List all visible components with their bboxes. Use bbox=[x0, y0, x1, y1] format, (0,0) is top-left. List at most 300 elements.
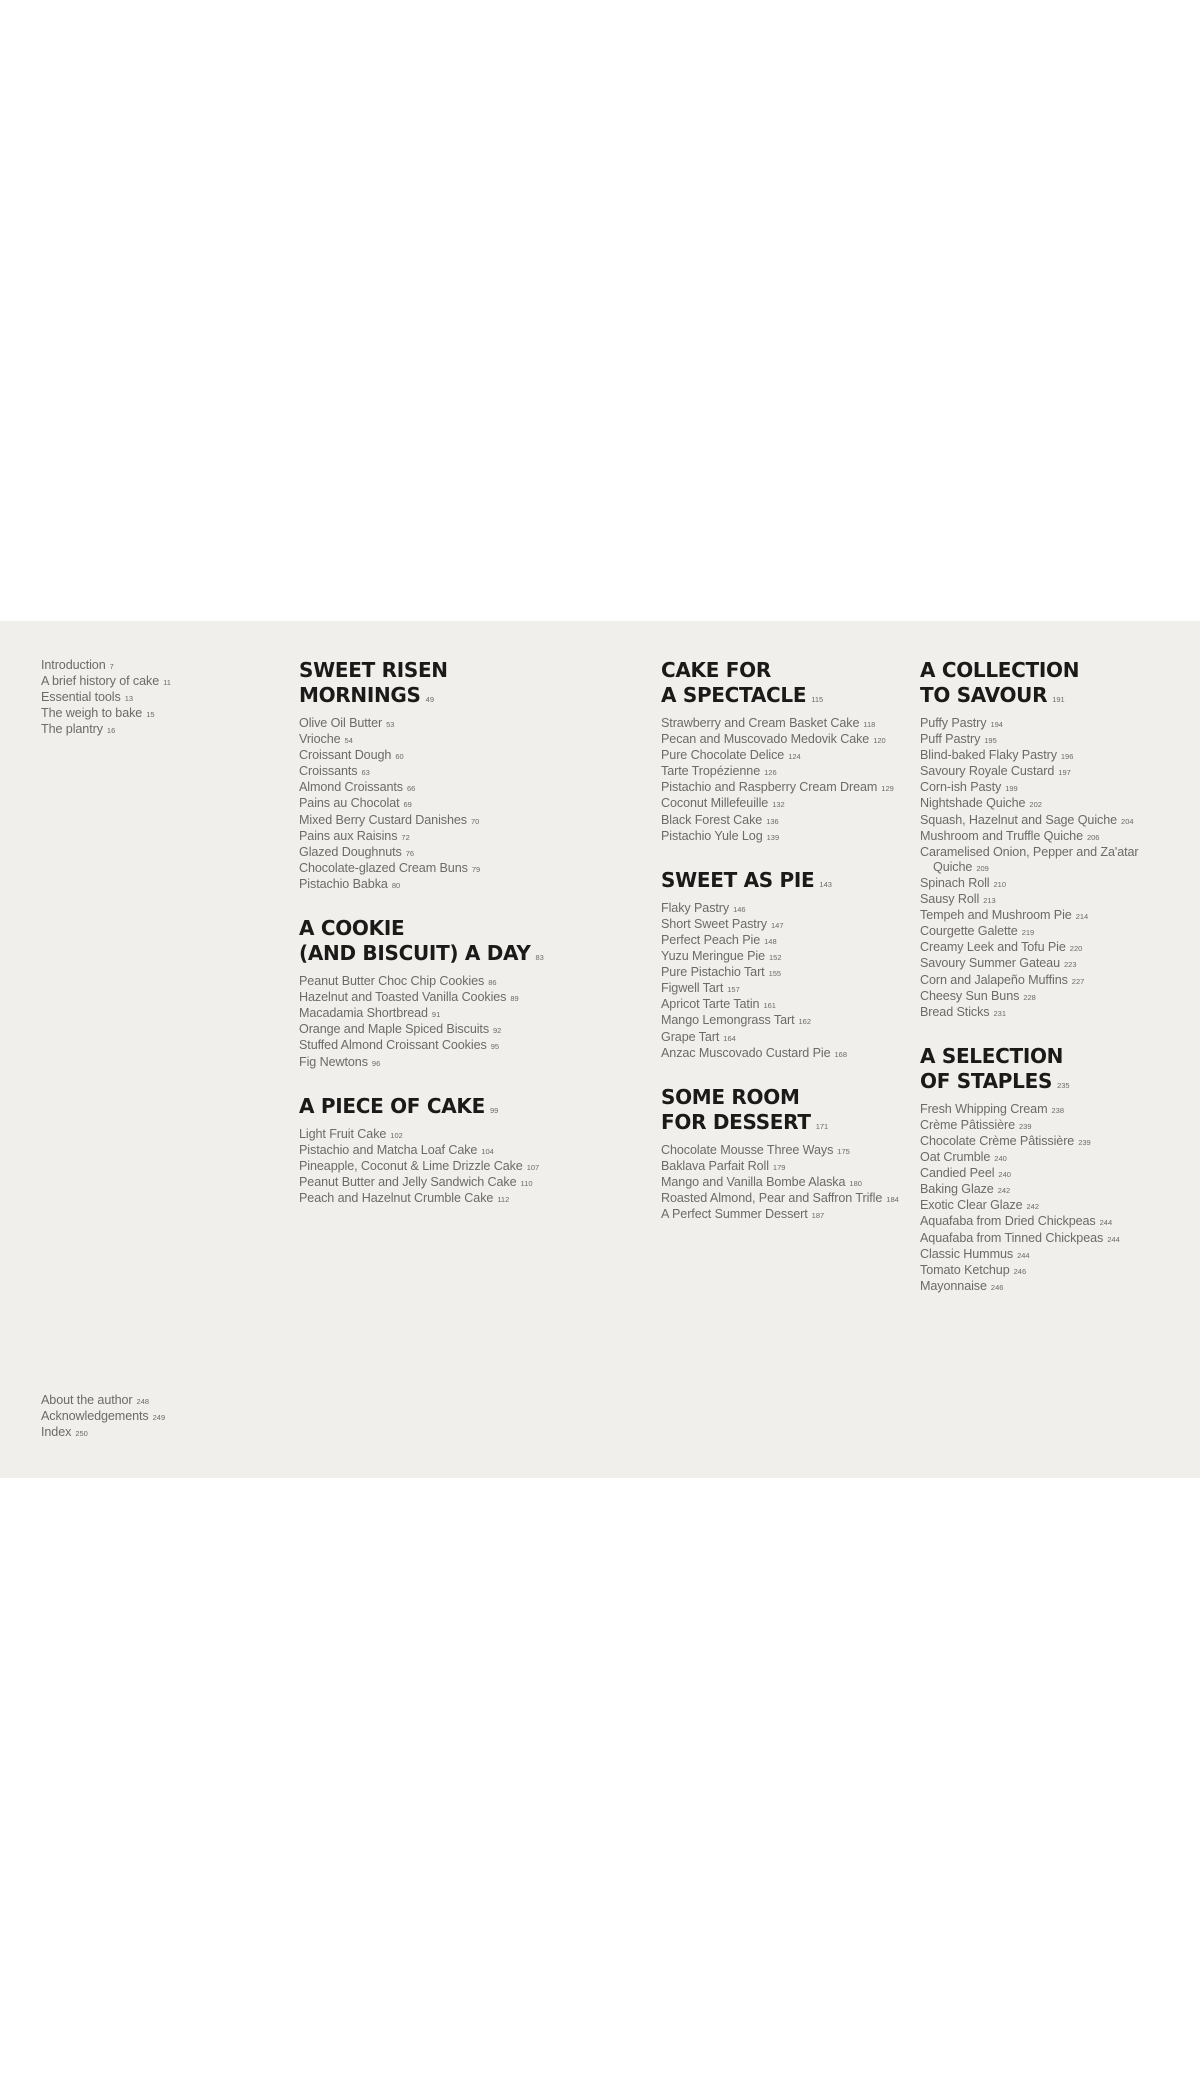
toc-entry-label: Orange and Maple Spiced Biscuits bbox=[299, 1022, 490, 1037]
toc-entry-page-number: 244 bbox=[1017, 1250, 1030, 1260]
toc-entry bbox=[299, 732, 629, 748]
toc-entry-page-number: 246 bbox=[990, 1282, 1004, 1292]
toc-entry-page-number: 60 bbox=[395, 752, 404, 762]
toc-entry bbox=[920, 732, 1190, 748]
toc-entry bbox=[661, 764, 911, 780]
toc-entry-label: A Perfect Summer Dessert bbox=[661, 1207, 808, 1222]
toc-entry bbox=[299, 748, 629, 764]
toc-entry-label: Croissant Dough bbox=[299, 748, 392, 763]
toc-entry bbox=[41, 722, 271, 738]
toc-entry-page-number: 239 bbox=[1018, 1121, 1032, 1131]
toc-entry-page-number: 79 bbox=[471, 864, 481, 874]
section-entries bbox=[920, 716, 1190, 1021]
section-title-line-1: SWEET RISEN bbox=[299, 658, 448, 682]
toc-entry-page-number: 239 bbox=[1078, 1137, 1091, 1147]
toc-entry bbox=[299, 1006, 629, 1022]
toc-entry bbox=[41, 706, 271, 722]
toc-entry bbox=[661, 901, 911, 917]
section-page-number: 99 bbox=[489, 1105, 499, 1115]
toc-entry-label: Sausy Roll bbox=[920, 892, 980, 907]
section-entries bbox=[661, 716, 911, 845]
toc-entry-page-number: 66 bbox=[407, 784, 416, 794]
toc-section bbox=[299, 916, 629, 1071]
toc-entry-label: Glazed Doughnuts bbox=[299, 844, 402, 859]
toc-entry-label: Pistachio and Matcha Loaf Cake bbox=[299, 1142, 478, 1157]
contents-column-3 bbox=[661, 658, 911, 1246]
toc-entry bbox=[920, 829, 1190, 845]
toc-entry-page-number: 244 bbox=[1107, 1234, 1120, 1244]
contents-column-4 bbox=[920, 658, 1190, 1318]
toc-entry-label: Anzac Muscovado Custard Pie bbox=[661, 1045, 831, 1060]
toc-entry-label: Coconut Millefeuille bbox=[661, 796, 769, 811]
toc-entry bbox=[920, 1279, 1190, 1295]
toc-entry-label: The plantry bbox=[41, 722, 103, 737]
toc-entry-page-number: 204 bbox=[1121, 816, 1134, 826]
toc-entry-label: Mango and Vanilla Bombe Alaska bbox=[661, 1174, 846, 1189]
section-entries bbox=[299, 716, 629, 893]
toc-entry bbox=[299, 1127, 629, 1143]
toc-entry-label: Savoury Royale Custard bbox=[920, 764, 1055, 779]
toc-entry-page-number: 209 bbox=[976, 863, 989, 873]
toc-entry-label: Almond Croissants bbox=[299, 780, 403, 795]
toc-entry-label: Yuzu Meringue Pie bbox=[661, 949, 766, 964]
toc-entry-label: Pecan and Muscovado Medovik Cake bbox=[661, 732, 870, 747]
section-page-number: 143 bbox=[819, 879, 832, 889]
toc-entry-label: Savoury Summer Gateau bbox=[920, 956, 1060, 971]
toc-entry-page-number: 242 bbox=[997, 1186, 1011, 1196]
toc-entry-label: Cheesy Sun Buns bbox=[920, 988, 1020, 1003]
toc-entry-page-number: 220 bbox=[1069, 944, 1083, 954]
toc-entry-label: Creamy Leek and Tofu Pie bbox=[920, 940, 1066, 955]
toc-entry-label: Strawberry and Cream Basket Cake bbox=[661, 716, 860, 730]
toc-entry-page-number: 184 bbox=[886, 1194, 899, 1204]
toc-entry bbox=[299, 1143, 629, 1159]
section-page-number: 191 bbox=[1052, 695, 1065, 704]
toc-entry-label: Chocolate Mousse Three Ways bbox=[661, 1142, 834, 1157]
toc-entry-label: Mixed Berry Custard Danishes bbox=[299, 812, 467, 827]
toc-entry-label: Mango Lemongrass Tart bbox=[661, 1013, 795, 1028]
toc-entry-label: Classic Hummus bbox=[920, 1246, 1014, 1261]
toc-entry bbox=[920, 845, 1190, 876]
toc-entry-page-number: 202 bbox=[1029, 800, 1042, 810]
toc-entry-page-number: 231 bbox=[993, 1008, 1007, 1018]
toc-entry-page-number: 91 bbox=[431, 1010, 441, 1020]
toc-entry bbox=[920, 1134, 1190, 1150]
toc-entry bbox=[661, 813, 911, 829]
toc-entry-page-number: 147 bbox=[771, 920, 784, 930]
toc-entry bbox=[299, 1159, 629, 1175]
toc-entry-page-number: 175 bbox=[837, 1146, 850, 1156]
toc-entry bbox=[661, 1175, 911, 1191]
toc-entry-label: About the author bbox=[41, 1393, 133, 1407]
toc-entry-label: Mushroom and Truffle Quiche bbox=[920, 828, 1083, 843]
toc-entry-page-number: 213 bbox=[983, 896, 996, 906]
toc-entry bbox=[920, 973, 1190, 989]
toc-entry-label: Short Sweet Pastry bbox=[661, 916, 767, 931]
toc-entry-label: Candied Peel bbox=[920, 1166, 995, 1181]
section-entries bbox=[661, 901, 911, 1062]
toc-entry-label: Courgette Galette bbox=[920, 924, 1018, 939]
toc-entry-page-number: 197 bbox=[1058, 768, 1071, 778]
toc-entry-page-number: 13 bbox=[124, 694, 134, 704]
toc-entry-label: The weigh to bake bbox=[41, 706, 143, 721]
toc-section bbox=[661, 658, 911, 845]
toc-entry-label: Stuffed Almond Croissant Cookies bbox=[299, 1038, 487, 1053]
toc-entry bbox=[920, 1214, 1190, 1230]
toc-entry-label: A brief history of cake bbox=[41, 674, 160, 689]
back-matter-column bbox=[41, 1393, 271, 1441]
toc-entry-label: Fig Newtons bbox=[299, 1054, 368, 1069]
section-title-line-2: OF STAPLES bbox=[920, 1068, 1053, 1093]
toc-entry bbox=[920, 1005, 1190, 1021]
toc-entry-label: Peanut Butter Choc Chip Cookies bbox=[299, 974, 485, 989]
toc-entry-label: Puffy Pastry bbox=[920, 716, 987, 730]
toc-entry bbox=[920, 908, 1190, 924]
section-page-number: 235 bbox=[1057, 1080, 1070, 1090]
toc-entry bbox=[299, 1055, 629, 1071]
toc-entry-page-number: 7 bbox=[109, 662, 114, 671]
toc-entry bbox=[661, 829, 911, 845]
toc-entry-page-number: 126 bbox=[764, 768, 777, 778]
toc-entry bbox=[920, 989, 1190, 1005]
toc-entry-label: Spinach Roll bbox=[920, 875, 990, 890]
toc-entry bbox=[299, 764, 629, 780]
toc-entry bbox=[661, 716, 911, 732]
toc-entry-page-number: 136 bbox=[766, 816, 779, 826]
toc-entry-label: Chocolate-glazed Cream Buns bbox=[299, 860, 468, 875]
section-page-number: 115 bbox=[811, 695, 824, 704]
toc-entry-page-number: 164 bbox=[723, 1033, 736, 1043]
toc-entry bbox=[41, 1425, 271, 1441]
section-page-number: 83 bbox=[535, 953, 544, 963]
toc-entry-page-number: 53 bbox=[386, 720, 395, 729]
toc-entry-label: Peanut Butter and Jelly Sandwich Cake bbox=[299, 1174, 517, 1189]
toc-entry-label: Light Fruit Cake bbox=[299, 1126, 387, 1141]
toc-entry-page-number: 152 bbox=[769, 953, 782, 963]
toc-entry bbox=[920, 1150, 1190, 1166]
toc-entry-page-number: 249 bbox=[152, 1413, 166, 1423]
toc-entry-label: Caramelised Onion, Pepper and Za'atar Quiche bbox=[920, 844, 1139, 874]
toc-entry-page-number: 187 bbox=[811, 1211, 825, 1221]
toc-entry-page-number: 54 bbox=[344, 736, 353, 746]
toc-entry-label: Pineapple, Coconut & Lime Drizzle Cake bbox=[299, 1158, 523, 1173]
toc-entry-label: Vrioche bbox=[299, 732, 341, 747]
toc-entry-page-number: 72 bbox=[401, 832, 410, 842]
toc-entry-label: Fresh Whipping Cream bbox=[920, 1101, 1048, 1116]
section-title-line-2: MORNINGS bbox=[299, 683, 421, 707]
toc-entry-page-number: 104 bbox=[481, 1146, 494, 1156]
toc-entry bbox=[299, 861, 629, 877]
toc-entry bbox=[661, 1191, 911, 1207]
toc-entry-label: Black Forest Cake bbox=[661, 812, 763, 827]
toc-entry-page-number: 92 bbox=[493, 1026, 502, 1036]
toc-entry-label: Aquafaba from Tinned Chickpeas bbox=[920, 1230, 1104, 1245]
toc-entry-label: Pure Chocolate Delice bbox=[661, 748, 785, 763]
toc-entry bbox=[41, 1393, 271, 1409]
toc-entry-label: Aquafaba from Dried Chickpeas bbox=[920, 1214, 1096, 1229]
section-title bbox=[299, 916, 629, 970]
toc-entry bbox=[920, 1247, 1190, 1263]
toc-entry-page-number: 242 bbox=[1026, 1202, 1040, 1212]
toc-entry-label: Blind-baked Flaky Pastry bbox=[920, 748, 1057, 763]
toc-entry-label: Mayonnaise bbox=[920, 1278, 987, 1293]
toc-section bbox=[299, 1094, 629, 1207]
front-matter-list bbox=[41, 658, 271, 738]
toc-entry bbox=[661, 949, 911, 965]
toc-entry bbox=[299, 780, 629, 796]
toc-section bbox=[661, 1085, 911, 1223]
section-entries bbox=[661, 1143, 911, 1223]
section-title bbox=[661, 658, 911, 712]
toc-entry-page-number: 227 bbox=[1071, 976, 1085, 986]
toc-entry-page-number: 102 bbox=[390, 1130, 403, 1140]
toc-entry bbox=[661, 796, 911, 812]
toc-entry-label: Pains aux Raisins bbox=[299, 828, 398, 843]
toc-entry-page-number: 118 bbox=[863, 720, 876, 729]
toc-entry-page-number: 238 bbox=[1051, 1105, 1064, 1115]
toc-entry-page-number: 244 bbox=[1099, 1218, 1113, 1228]
toc-entry bbox=[661, 1046, 911, 1062]
toc-entry-page-number: 107 bbox=[526, 1162, 540, 1172]
toc-entry-page-number: 219 bbox=[1021, 928, 1035, 938]
toc-entry-label: Essential tools bbox=[41, 690, 121, 705]
toc-entry-label: Corn-ish Pasty bbox=[920, 780, 1002, 795]
toc-entry-label: Flaky Pastry bbox=[661, 900, 730, 915]
toc-entry bbox=[920, 716, 1190, 732]
toc-entry-page-number: 246 bbox=[1013, 1266, 1027, 1276]
section-title bbox=[661, 868, 911, 897]
section-title-line-1: CAKE FOR bbox=[661, 658, 771, 682]
toc-section bbox=[661, 868, 911, 1062]
toc-entry-page-number: 250 bbox=[75, 1429, 88, 1439]
toc-entry bbox=[920, 748, 1190, 764]
toc-entry bbox=[299, 845, 629, 861]
toc-entry bbox=[299, 1022, 629, 1038]
toc-entry-page-number: 180 bbox=[849, 1178, 862, 1188]
toc-entry-page-number: 129 bbox=[881, 784, 894, 794]
toc-entry bbox=[920, 1263, 1190, 1279]
toc-entry-label: Exotic Clear Glaze bbox=[920, 1198, 1023, 1213]
toc-entry bbox=[661, 1030, 911, 1046]
toc-entry-page-number: 11 bbox=[163, 678, 171, 688]
toc-entry-page-number: 120 bbox=[873, 736, 886, 746]
toc-entry-page-number: 110 bbox=[520, 1178, 533, 1188]
toc-entry bbox=[661, 1013, 911, 1029]
toc-entry-page-number: 157 bbox=[727, 985, 740, 995]
toc-entry-label: Perfect Peach Pie bbox=[661, 932, 761, 947]
toc-entry-page-number: 95 bbox=[490, 1042, 500, 1052]
toc-entry bbox=[299, 877, 629, 893]
toc-entry-page-number: 76 bbox=[405, 848, 415, 858]
toc-entry bbox=[920, 940, 1190, 956]
toc-entry-label: Acknowledgements bbox=[41, 1409, 149, 1424]
toc-entry bbox=[920, 764, 1190, 780]
toc-entry bbox=[299, 829, 629, 845]
section-entries bbox=[920, 1102, 1190, 1295]
toc-entry bbox=[41, 674, 271, 690]
toc-entry-label: Apricot Tarte Tatin bbox=[661, 997, 760, 1012]
toc-entry bbox=[41, 658, 271, 674]
toc-entry-page-number: 86 bbox=[488, 978, 497, 988]
toc-entry bbox=[661, 780, 911, 796]
toc-entry-page-number: 179 bbox=[772, 1162, 786, 1172]
toc-entry bbox=[920, 924, 1190, 940]
toc-entry bbox=[920, 796, 1190, 812]
toc-entry bbox=[41, 1409, 271, 1425]
toc-entry-page-number: 161 bbox=[763, 1001, 776, 1011]
toc-entry bbox=[920, 780, 1190, 796]
section-title bbox=[299, 658, 629, 712]
toc-entry bbox=[661, 732, 911, 748]
toc-entry bbox=[661, 997, 911, 1013]
toc-entry-label: Index bbox=[41, 1425, 72, 1440]
toc-entry-label: Roasted Almond, Pear and Saffron Trifle bbox=[661, 1190, 883, 1205]
toc-entry-label: Introduction bbox=[41, 658, 106, 672]
toc-entry bbox=[661, 981, 911, 997]
section-entries bbox=[299, 1127, 629, 1207]
toc-entry-page-number: 69 bbox=[403, 800, 412, 810]
toc-entry bbox=[920, 1231, 1190, 1247]
toc-entry-label: Tarte Tropézienne bbox=[661, 764, 761, 779]
toc-entry-label: Oat Crumble bbox=[920, 1150, 991, 1165]
toc-entry-page-number: 155 bbox=[768, 969, 782, 979]
toc-entry-label: Squash, Hazelnut and Sage Quiche bbox=[920, 812, 1118, 827]
toc-entry bbox=[920, 956, 1190, 972]
toc-entry-page-number: 168 bbox=[834, 1049, 848, 1059]
toc-entry-page-number: 89 bbox=[510, 994, 519, 1004]
toc-entry-label: Grape Tart bbox=[661, 1029, 720, 1044]
section-title bbox=[299, 1094, 629, 1123]
back-matter-list bbox=[41, 1393, 271, 1441]
toc-entry-page-number: 146 bbox=[733, 904, 746, 914]
toc-entry bbox=[299, 990, 629, 1006]
toc-entry-page-number: 139 bbox=[766, 832, 780, 842]
toc-entry-page-number: 80 bbox=[391, 880, 401, 890]
toc-entry bbox=[920, 813, 1190, 829]
section-title-line-1: SOME ROOM bbox=[661, 1084, 800, 1109]
toc-entry bbox=[920, 1198, 1190, 1214]
toc-section bbox=[299, 658, 629, 893]
toc-entry-page-number: 228 bbox=[1023, 992, 1036, 1002]
toc-entry bbox=[661, 933, 911, 949]
section-page-number: 49 bbox=[425, 695, 434, 704]
toc-entry bbox=[661, 965, 911, 981]
section-title bbox=[920, 1044, 1190, 1098]
section-title-line-2: SWEET AS PIE bbox=[661, 867, 815, 892]
contents-spread bbox=[0, 621, 1200, 1478]
toc-entry-page-number: 162 bbox=[798, 1017, 811, 1027]
toc-entry bbox=[920, 876, 1190, 892]
toc-entry-label: Pains au Chocolat bbox=[299, 796, 400, 811]
toc-entry-label: Chocolate Crème Pâtissière bbox=[920, 1133, 1075, 1148]
toc-entry bbox=[299, 796, 629, 812]
toc-entry-label: Tomato Ketchup bbox=[920, 1262, 1010, 1277]
toc-entry-page-number: 240 bbox=[998, 1170, 1011, 1180]
toc-entry bbox=[661, 748, 911, 764]
toc-entry bbox=[920, 892, 1190, 908]
toc-entry-label: Bread Sticks bbox=[920, 1004, 990, 1019]
toc-entry bbox=[920, 1166, 1190, 1182]
toc-entry bbox=[41, 690, 271, 706]
toc-entry-label: Hazelnut and Toasted Vanilla Cookies bbox=[299, 990, 507, 1005]
toc-entry-label: Olive Oil Butter bbox=[299, 716, 383, 730]
toc-entry-page-number: 194 bbox=[990, 720, 1003, 729]
toc-entry-label: Puff Pastry bbox=[920, 732, 981, 747]
toc-entry-page-number: 15 bbox=[146, 710, 155, 720]
toc-entry-label: Pistachio Yule Log bbox=[661, 828, 763, 843]
section-title-line-2: A PIECE OF CAKE bbox=[299, 1093, 485, 1118]
toc-entry-page-number: 148 bbox=[764, 936, 777, 946]
toc-entry-page-number: 70 bbox=[470, 816, 480, 826]
toc-entry-label: Peach and Hazelnut Crumble Cake bbox=[299, 1190, 494, 1205]
toc-entry bbox=[661, 1143, 911, 1159]
section-title-line-1: A COLLECTION bbox=[920, 658, 1080, 682]
toc-entry-page-number: 199 bbox=[1005, 784, 1018, 794]
toc-entry-label: Pistachio Babka bbox=[299, 876, 388, 891]
toc-entry-page-number: 63 bbox=[361, 768, 370, 778]
toc-entry-page-number: 124 bbox=[788, 752, 801, 762]
toc-entry bbox=[299, 974, 629, 990]
toc-entry-label: Croissants bbox=[299, 764, 358, 779]
section-entries bbox=[299, 974, 629, 1071]
toc-entry-page-number: 240 bbox=[994, 1154, 1007, 1164]
toc-entry-page-number: 112 bbox=[497, 1194, 510, 1204]
section-title-line-2: FOR DESSERT bbox=[661, 1109, 811, 1134]
section-page-number: 171 bbox=[815, 1121, 829, 1131]
toc-entry-label: Pistachio and Raspberry Cream Dream bbox=[661, 780, 878, 795]
toc-entry-label: Baklava Parfait Roll bbox=[661, 1158, 769, 1173]
toc-entry bbox=[661, 1207, 911, 1223]
toc-entry bbox=[661, 917, 911, 933]
toc-entry-page-number: 248 bbox=[136, 1397, 150, 1406]
toc-entry-label: Nightshade Quiche bbox=[920, 796, 1026, 811]
section-title-line-2: (AND BISCUIT) A DAY bbox=[299, 941, 531, 966]
toc-entry-label: Figwell Tart bbox=[661, 981, 724, 996]
toc-section bbox=[920, 658, 1190, 1021]
toc-entry-page-number: 96 bbox=[371, 1058, 381, 1068]
toc-entry bbox=[299, 1191, 629, 1207]
toc-entry-page-number: 210 bbox=[993, 879, 1007, 889]
toc-entry-page-number: 214 bbox=[1075, 912, 1089, 922]
toc-entry bbox=[920, 1118, 1190, 1134]
section-title-line-1: A COOKIE bbox=[299, 916, 405, 941]
toc-entry-page-number: 206 bbox=[1086, 832, 1100, 842]
toc-entry-label: Pure Pistachio Tart bbox=[661, 965, 765, 980]
toc-entry-label: Tempeh and Mushroom Pie bbox=[920, 908, 1072, 923]
section-title-line-1: A SELECTION bbox=[920, 1043, 1064, 1068]
toc-entry bbox=[299, 716, 629, 732]
toc-entry bbox=[920, 1182, 1190, 1198]
toc-entry-page-number: 16 bbox=[106, 726, 116, 736]
front-matter-column bbox=[41, 658, 271, 738]
toc-entry bbox=[920, 1102, 1190, 1118]
toc-entry-label: Baking Glaze bbox=[920, 1182, 994, 1197]
toc-entry bbox=[299, 1038, 629, 1054]
toc-entry-page-number: 223 bbox=[1064, 960, 1077, 970]
toc-entry-label: Crème Pâtissière bbox=[920, 1117, 1015, 1132]
toc-entry bbox=[299, 813, 629, 829]
contents-column-2 bbox=[299, 658, 629, 1230]
section-title-line-2: A SPECTACLE bbox=[661, 683, 807, 707]
toc-entry-page-number: 195 bbox=[984, 736, 997, 746]
toc-entry bbox=[299, 1175, 629, 1191]
section-title bbox=[661, 1085, 911, 1139]
toc-entry-label: Macadamia Shortbread bbox=[299, 1006, 428, 1021]
toc-entry-page-number: 196 bbox=[1060, 752, 1074, 762]
section-title bbox=[920, 658, 1190, 712]
section-title-line-2: TO SAVOUR bbox=[920, 683, 1048, 707]
toc-entry bbox=[661, 1159, 911, 1175]
